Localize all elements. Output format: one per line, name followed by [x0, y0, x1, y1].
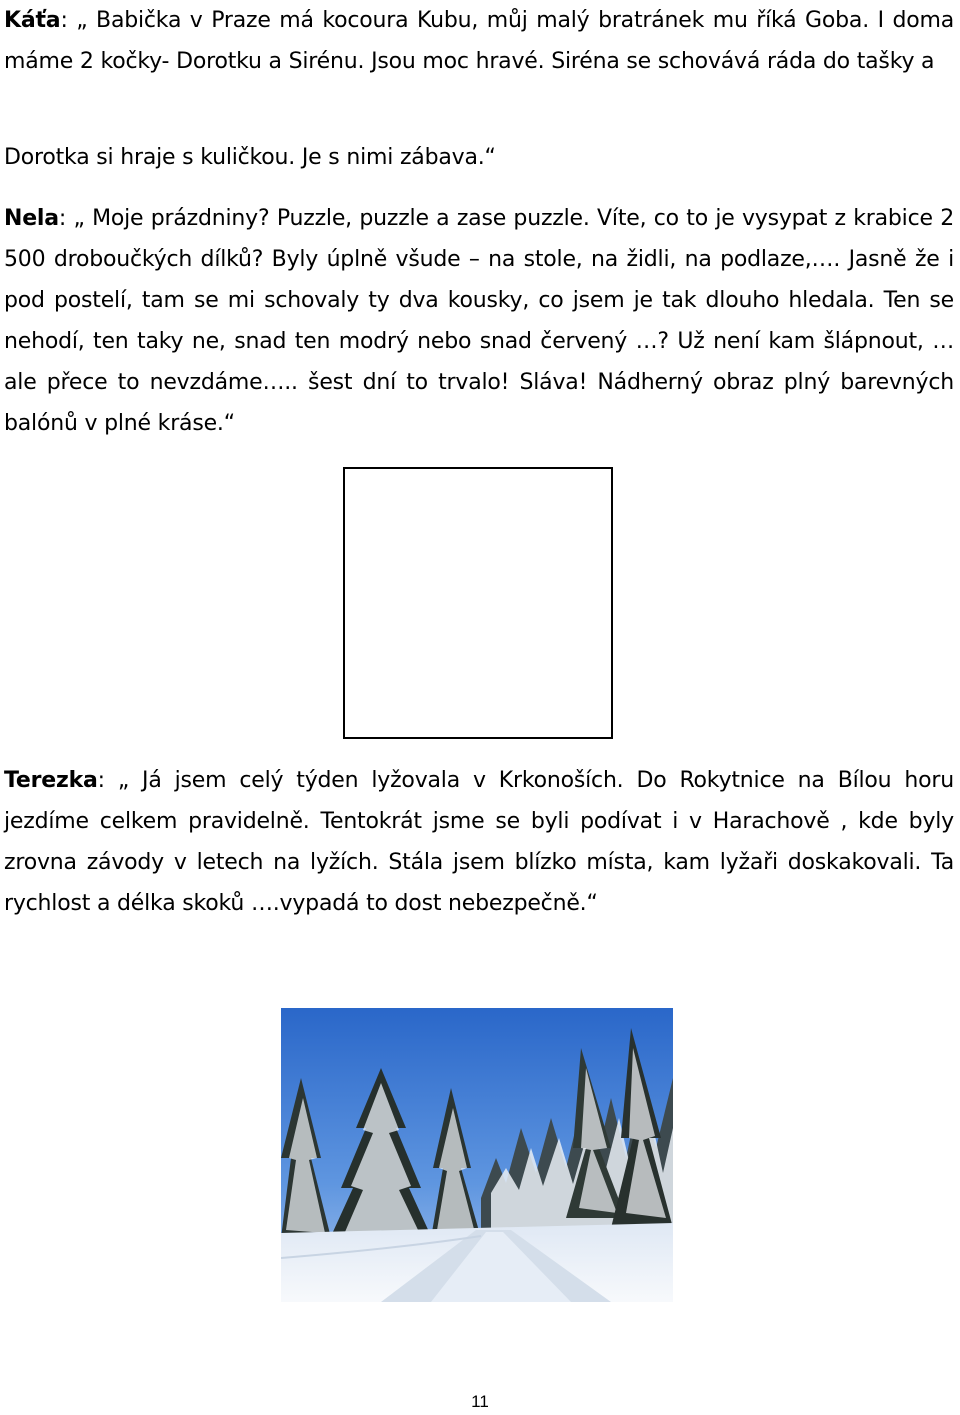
- page-number: 11: [471, 1392, 489, 1411]
- empty-image-frame: [343, 467, 613, 739]
- paragraph-text: : „ Babička v Praze má kocoura Kubu, můj malý bratránek mu říká Goba. I doma máme 2 kočky- Dorotku a Sirénu. Jsou moc hravé. Siréna se schovává ráda do tašky a: [4, 8, 954, 74]
- speaker-name: Terezka: [4, 768, 98, 793]
- snowy-forest-road-photo: [281, 1008, 673, 1302]
- paragraph-terezka: [4, 760, 954, 924]
- paragraph-kata-continuation: [4, 137, 954, 178]
- speaker-name: Káťa: [4, 8, 61, 33]
- paragraph-nela: [4, 198, 954, 444]
- paragraph-text: Dorotka si hraje s kuličkou. Je s nimi zábava.“: [4, 145, 496, 170]
- paragraph-text: : „ Já jsem celý týden lyžovala v Krkonoších. Do Rokytnice na Bílou horu jezdíme celkem pravidelně. Tentokrát jsme se byli podívat i v Harachově , kde byly zrovna závody v letech na lyžích. Stála jsem blízko místa, kam lyžaři doskakovali. Ta rychlost a délka skoků ….vypadá to dost nebezpečně.“: [4, 768, 954, 916]
- speaker-name: Nela: [4, 206, 59, 231]
- paragraph-kata: [4, 0, 954, 82]
- paragraph-text: : „ Moje prázdniny? Puzzle, puzzle a zase puzzle. Víte, co to je vysypat z krabice 2 500 droboučkých dílků? Byly úplně všude – na stole, na židli, na podlaze,…. Jasně že i pod postelí, tam se mi schovaly ty dva kousky, co jsem je tak dlouho hledala. Ten se nehodí, ten taky ne, snad ten modrý nebo snad červený …? Už není kam šlápnout, … ale přece to nevzdáme….. šest dní to trvalo! Sláva! Nádherný obraz plný barevných balónů v plné kráse.“: [4, 206, 954, 436]
